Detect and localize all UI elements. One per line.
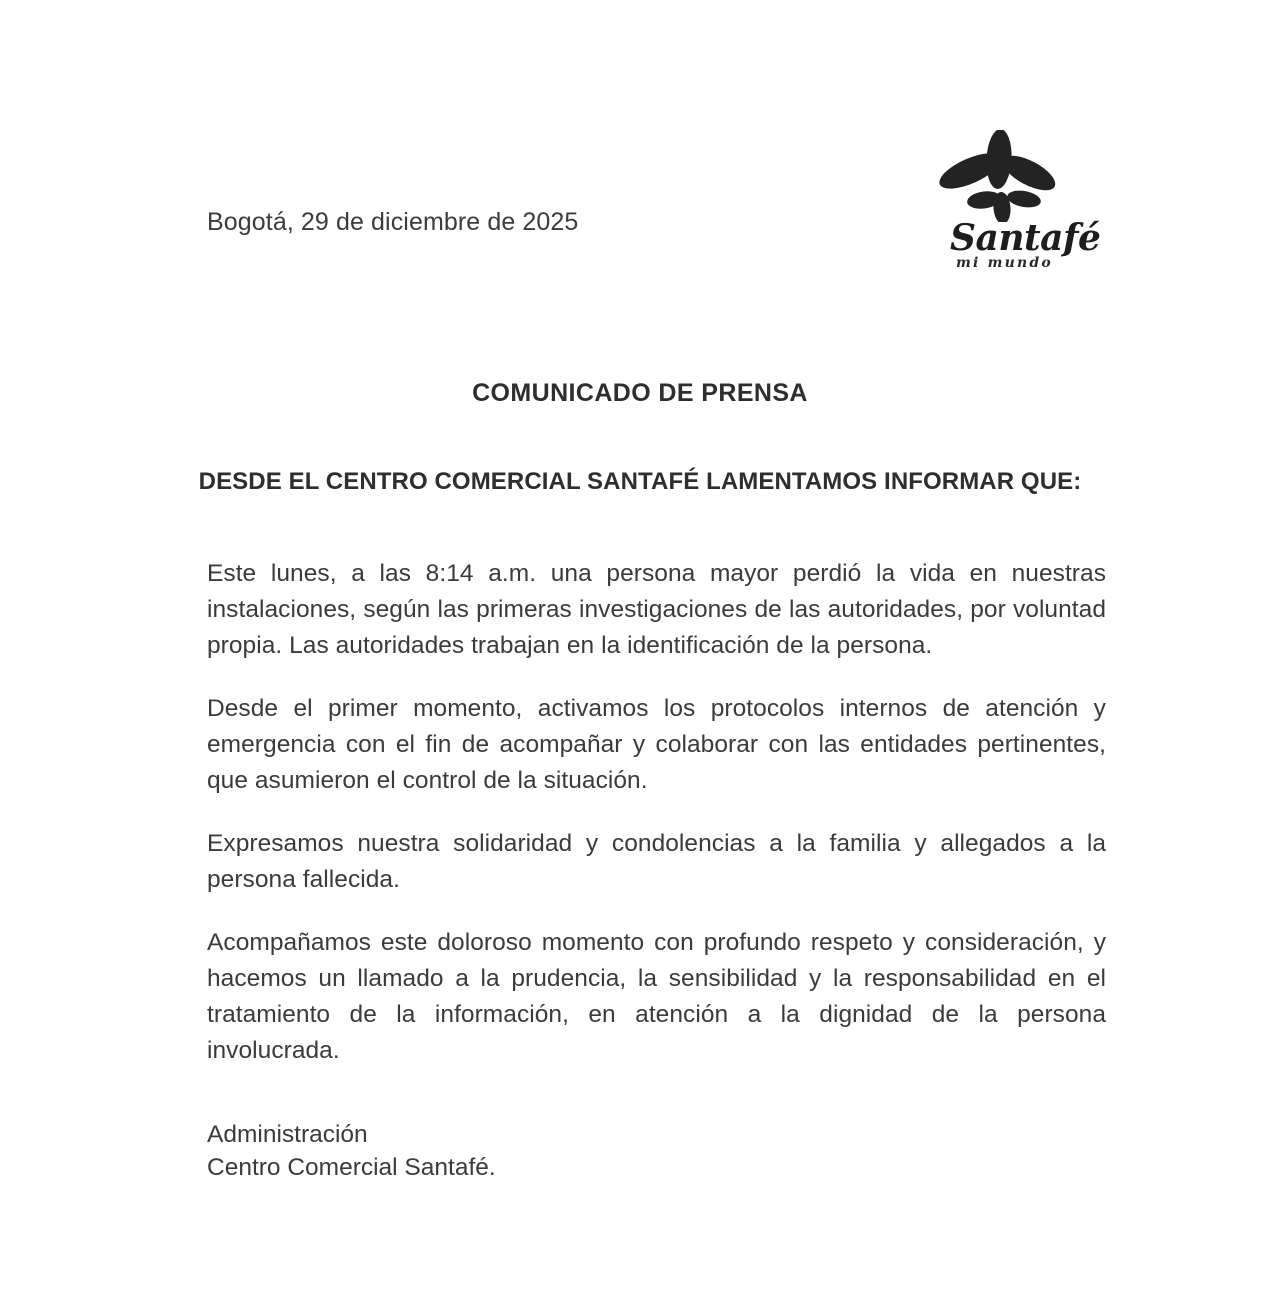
signature-organization: Centro Comercial Santafé. <box>207 1154 496 1181</box>
body-paragraph: Desde el primer momento, activamos los protocolos internos de atención y emergencia con el fin de acompañar y colaborar con las entidades pertinentes, que asumieron el control de la situación. <box>207 695 1106 794</box>
signature-block <box>207 1118 907 1184</box>
santafe-logo <box>928 130 1101 278</box>
body-paragraph: Este lunes, a las 8:14 a.m. una persona mayor perdió la vida en nuestras instalaciones, según las primeras investigaciones de las autoridades, por voluntad propia. Las autoridades trabajan en la identificación de la persona. <box>207 560 1106 659</box>
santafe-flower-logo-icon <box>936 130 1061 222</box>
body-paragraph: Expresamos nuestra solidaridad y condolencias a la familia y allegados a la persona fallecida. <box>207 830 1106 893</box>
santafe-tagline: mi mundo <box>956 255 1053 271</box>
document-header <box>0 0 1280 300</box>
signature-role: Administración <box>207 1121 368 1148</box>
page-title: COMUNICADO DE PRENSA <box>472 379 808 407</box>
document-date: Bogotá, 29 de diciembre de 2025 <box>207 208 579 236</box>
body-paragraph: Acompañamos este doloroso momento con profundo respeto y consideración, y hacemos un llamado a la prudencia, la sensibilidad y la responsabilidad en el tratamiento de la información, en atención a la dignidad de la persona involucrada. <box>207 929 1106 1064</box>
document-body <box>207 556 1106 1069</box>
santafe-wordmark: Santafé <box>950 217 1101 259</box>
document-subtitle: DESDE EL CENTRO COMERCIAL SANTAFÉ LAMENTAMOS INFORMAR QUE: <box>198 468 1082 495</box>
